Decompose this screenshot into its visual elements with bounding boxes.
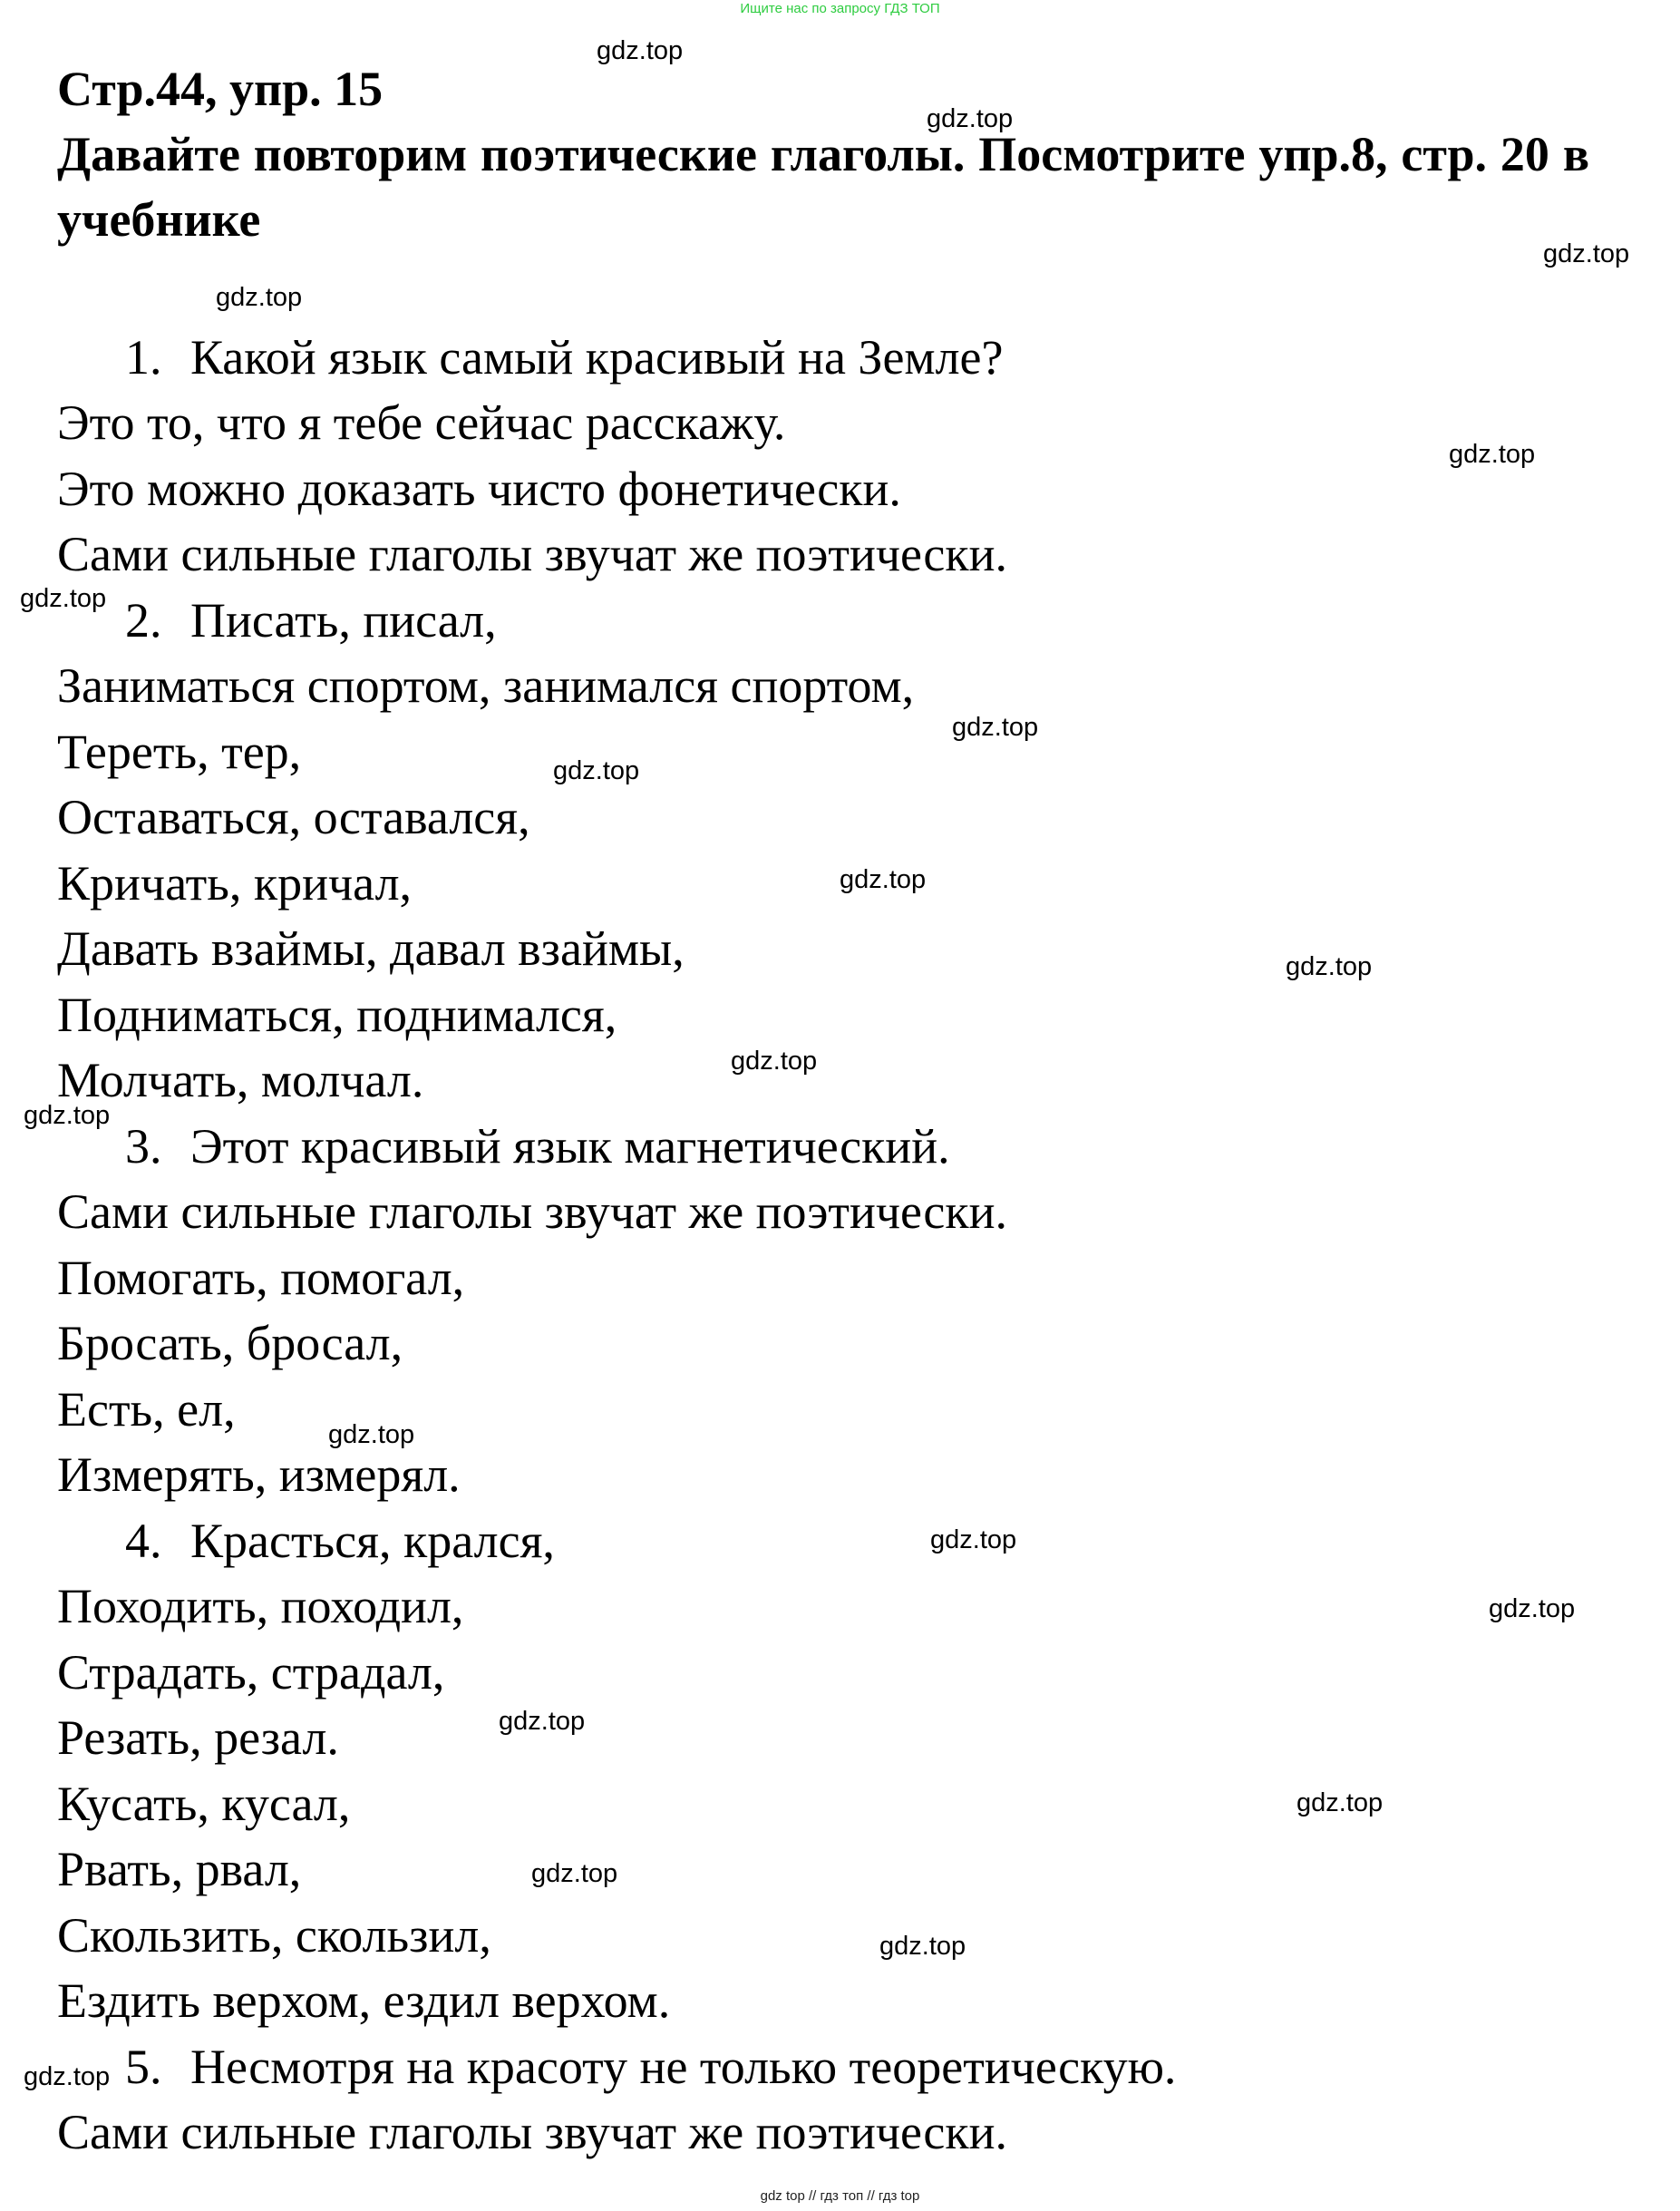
watermark-text: gdz.top [24, 1101, 111, 1130]
poem-line: Сами сильные глаголы звучат же поэтически. [57, 527, 1007, 581]
poem-line: Это можно доказать чисто фонетически. [57, 462, 901, 516]
stanza-number: 4. [125, 1514, 162, 1568]
footer-text: gdz top // гдз топ // гдз top [760, 2188, 920, 2204]
poem-line: Это то, что я тебе сейчас расскажу. [57, 395, 786, 450]
poem-line: Помогать, помогал, [57, 1251, 465, 1305]
poem-line: Кричать, кричал, [57, 856, 413, 911]
poem-line: Походить, походил, [57, 1579, 464, 1633]
poem-line: Измерять, измерял. [57, 1447, 461, 1502]
watermark-text: gdz.top [216, 283, 303, 312]
poem-line-text: Этот красивый язык магнетический. [190, 1119, 950, 1174]
poem-line: Сами сильные глаголы звучат же поэтически. [57, 1184, 1007, 1239]
poem-line [125, 588, 497, 653]
watermark-text: gdz.top [952, 713, 1039, 742]
poem-line: Рвать, рвал, [57, 1842, 302, 1896]
stanza-number: 1. [125, 330, 162, 385]
poem-line [125, 1508, 555, 1573]
poem-line [125, 2034, 1176, 2099]
stanza-number: 3. [125, 1119, 162, 1174]
poem-line: Скользить, скользил, [57, 1908, 491, 1963]
poem-line: Резать, резал. [57, 1710, 339, 1765]
poem-line: Страдать, страдал, [57, 1645, 445, 1700]
poem-line: Молчать, молчал. [57, 1053, 424, 1107]
watermark-text: gdz.top [1449, 440, 1536, 469]
watermark-text: gdz.top [1296, 1788, 1384, 1817]
poem-line: Заниматься спортом, занимался спортом, [57, 658, 915, 713]
poem-line [125, 1114, 950, 1179]
watermark-text: gdz.top [531, 1859, 618, 1888]
watermark-text: gdz.top [879, 1932, 966, 1961]
watermark-text: gdz.top [1543, 239, 1630, 268]
watermark-text: gdz.top [499, 1707, 586, 1736]
watermark-text: gdz.top [20, 584, 107, 613]
watermark-text: gdz.top [597, 36, 684, 65]
watermark-text: gdz.top [930, 1525, 1017, 1554]
poem-line-text: Писать, писал, [190, 593, 497, 648]
page-title: Стр.44, упр. 15 [57, 62, 384, 116]
poem-line: Давать взаймы, давал взаймы, [57, 921, 685, 976]
poem-line [125, 325, 1003, 390]
poem-line: Кусать, кусал, [57, 1777, 351, 1831]
top-banner: Ищите нас по запросу ГДЗ ТОП [740, 1, 940, 16]
poem-line: Ездить верхом, ездил верхом. [57, 1973, 671, 2028]
watermark-text: gdz.top [553, 756, 640, 785]
poem-line-text: Несмотря на красоту не только теоретическую. [190, 2040, 1177, 2094]
watermark-text: gdz.top [328, 1420, 415, 1449]
poem-line: Тереть, тер, [57, 725, 302, 779]
stanza-number: 2. [125, 593, 162, 648]
watermark-text: gdz.top [927, 104, 1014, 133]
poem-line: Подниматься, поднимался, [57, 988, 617, 1042]
poem-line: Бросать, бросал, [57, 1316, 403, 1370]
poem-line: Есть, ел, [57, 1382, 236, 1437]
watermark-text: gdz.top [840, 865, 927, 894]
watermark-text: gdz.top [1286, 952, 1373, 981]
poem-line-text: Какой язык самый красивый на Земле? [190, 330, 1004, 385]
watermark-text: gdz.top [731, 1047, 818, 1076]
watermark-text: gdz.top [1489, 1594, 1576, 1623]
poem-line: Оставаться, оставался, [57, 790, 530, 844]
poem-line: Сами сильные глаголы звучат же поэтически. [57, 2105, 1007, 2159]
poem-line-text: Красться, крался, [190, 1514, 555, 1568]
stanza-number: 5. [125, 2040, 162, 2094]
exercise-instruction: Давайте повторим поэтические глаголы. Посмотрите упр.8, стр. 20 в учебнике [57, 127, 1589, 247]
watermark-text: gdz.top [24, 2062, 111, 2091]
